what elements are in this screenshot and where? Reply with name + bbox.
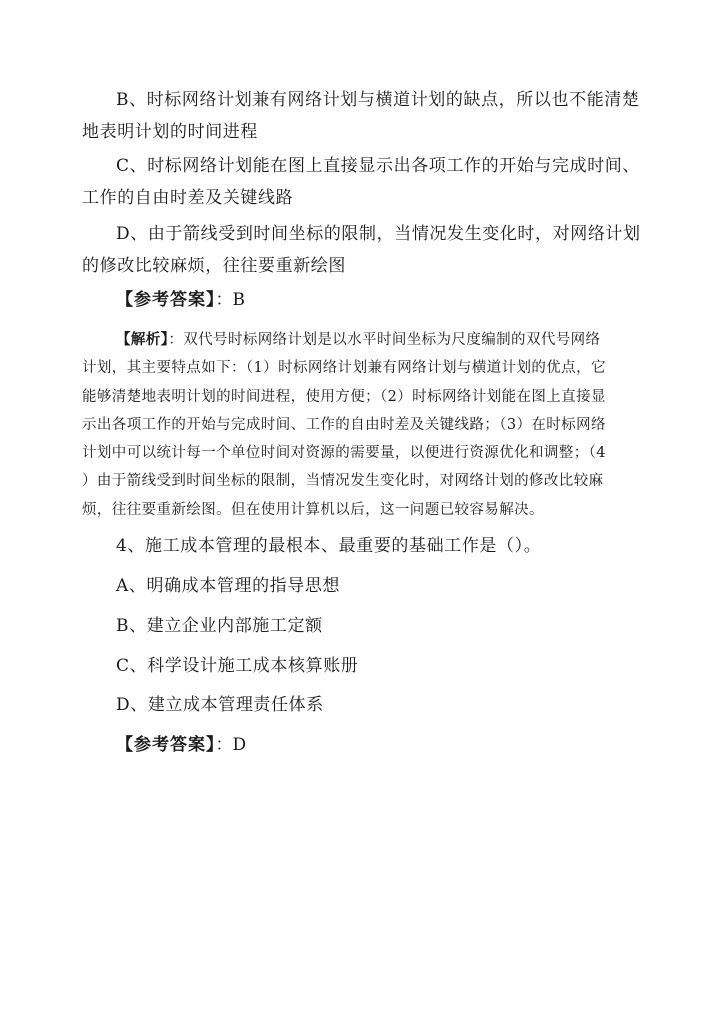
q4-answer-value: ：D bbox=[215, 735, 247, 755]
q3-analysis-line3: 能够清楚地表明计划的时间进程，使用方便；（2）时标网络计划能在图上直接显 bbox=[82, 388, 606, 405]
q3-analysis-line7: 烦，往往要重新绘图。但在使用计算机以后，这一问题已较容易解决。 bbox=[82, 501, 544, 518]
q3-answer-value: ：B bbox=[215, 290, 245, 310]
q4-option-d bbox=[82, 689, 662, 721]
q3-option-b-line2: 地表明计划的时间进程 bbox=[82, 122, 258, 142]
q3-option-c-line2: 工作的自由时差及关键线路 bbox=[82, 188, 294, 208]
q3-analysis-line6: ）由于箭线受到时间坐标的限制，当情况发生变化时，对网络计划的修改比较麻 bbox=[82, 473, 604, 490]
q3-analysis-line2: 计划，其主要特点如下：（1）时标网络计划兼有网络计划与横道计划的优点，它 bbox=[82, 360, 606, 377]
q4-option-a-text: A、明确成本管理的指导思想 bbox=[116, 576, 341, 596]
q3-option-c bbox=[82, 150, 662, 214]
q4-answer bbox=[116, 729, 246, 761]
q4-question bbox=[82, 530, 662, 562]
q3-option-d-line1: D、由于箭线受到时间坐标的限制，当情况发生变化时，对网络计划 bbox=[116, 224, 641, 244]
q3-analysis-line1: ：双代号时标网络计划是以水平时间坐标为尺度编制的双代号网络 bbox=[168, 332, 601, 348]
q3-analysis bbox=[82, 326, 662, 524]
q4-option-d-text: D、建立成本管理责任体系 bbox=[116, 695, 324, 715]
q3-option-d bbox=[82, 218, 662, 282]
q3-analysis-label: 【解析】 bbox=[116, 332, 169, 348]
q4-option-a bbox=[82, 570, 662, 602]
q4-option-c-text: C、科学设计施工成本核算账册 bbox=[116, 656, 359, 676]
q3-option-d-line2: 的修改比较麻烦，往往要重新绘图 bbox=[82, 256, 346, 276]
q4-option-b bbox=[82, 610, 662, 642]
q4-answer-label: 【参考答案】 bbox=[116, 735, 216, 755]
q4-option-b-text: B、建立企业内部施工定额 bbox=[116, 616, 323, 636]
q3-option-c-line1: C、时标网络计划能在图上直接显示出各项工作的开始与完成时间、 bbox=[116, 156, 641, 176]
q3-analysis-line4: 示出各项工作的开始与完成时间、工作的自由时差及关键线路；（3）在时标网络 bbox=[82, 416, 606, 433]
q4-question-text: 4、施工成本管理的最根本、最重要的基础工作是（）。 bbox=[116, 536, 542, 556]
q3-option-b-line1: B、时标网络计划兼有网络计划与横道计划的缺点，所以也不能清楚 bbox=[116, 90, 640, 110]
q3-analysis-line5: 计划中可以统计每一个单位时间对资源的需要量，以便进行资源优化和调整；（4 bbox=[82, 445, 606, 462]
q3-answer bbox=[116, 284, 245, 316]
q3-answer-label: 【参考答案】 bbox=[116, 290, 216, 310]
q3-option-b bbox=[82, 84, 662, 148]
q4-option-c bbox=[82, 650, 662, 682]
